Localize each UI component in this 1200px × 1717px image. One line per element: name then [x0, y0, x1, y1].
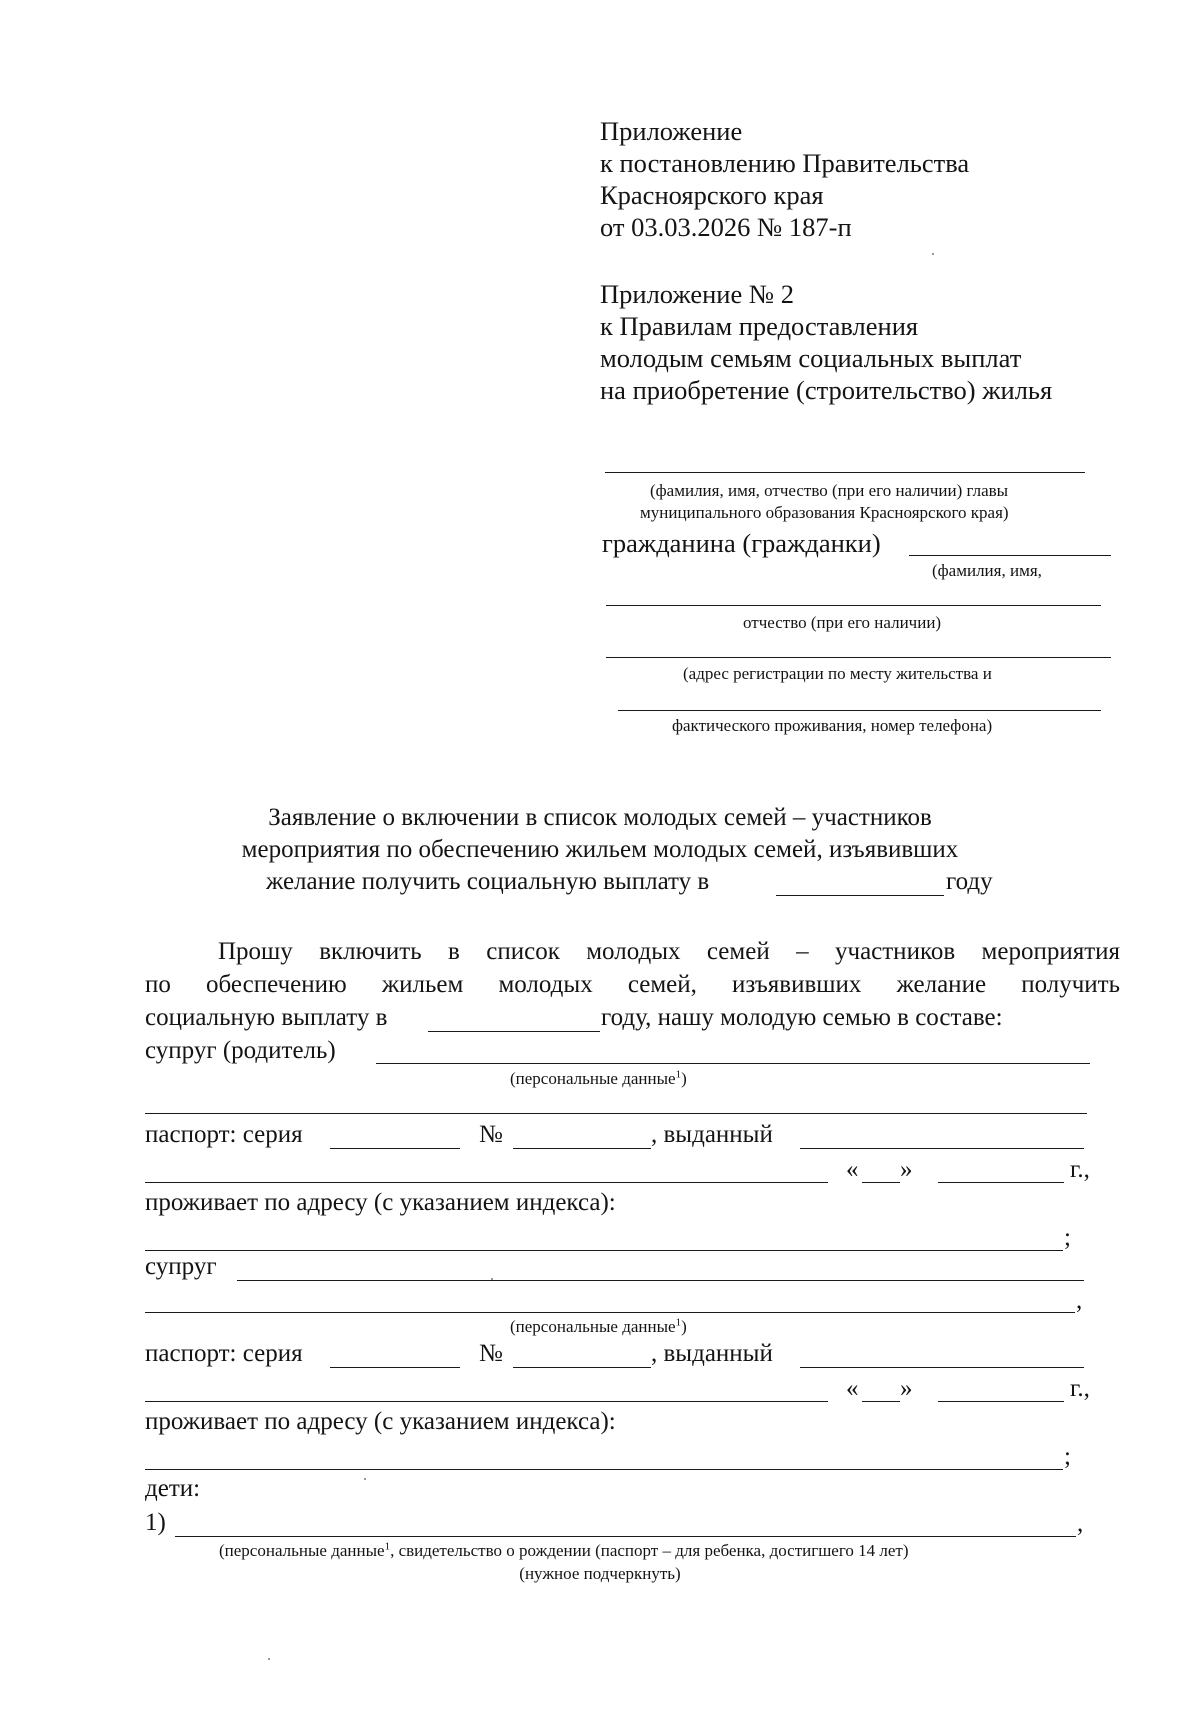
patronymic-line[interactable] — [606, 605, 1101, 606]
appendix-line-3: молодым семьям социальных выплат — [600, 343, 1022, 373]
issue-month-line-2[interactable] — [938, 1401, 1064, 1402]
header-line-3: Красноярского края — [600, 180, 824, 210]
caption-close: ) — [681, 1069, 687, 1088]
footnote-mark: 1 — [384, 1540, 391, 1553]
passport-series-line-1[interactable] — [330, 1148, 460, 1149]
quote-close-2: » — [900, 1375, 913, 1402]
year-abbr-1: г., — [1070, 1156, 1090, 1183]
body-para-3-prefix: социальную выплату в — [145, 1004, 388, 1031]
statement-year-line[interactable] — [776, 895, 944, 896]
child-caption — [219, 1541, 909, 1561]
quote-open-1: « — [846, 1156, 859, 1183]
citizen-label: гражданина (гражданки) — [602, 528, 881, 558]
scan-speck — [491, 1278, 493, 1280]
name-caption: (фамилия, имя, — [932, 561, 1042, 580]
appendix-line-2: к Правилам предоставления — [600, 311, 919, 341]
footnote-mark: 1 — [675, 1068, 682, 1081]
issued-label-1: , выданный — [651, 1121, 773, 1148]
address-caption-1: (адрес регистрации по месту жительства и — [683, 664, 992, 683]
spouse-line-2[interactable] — [145, 1312, 1075, 1313]
spouse-parent-caption — [510, 1069, 687, 1089]
address-caption-2: фактического проживания, номер телефона) — [672, 716, 993, 735]
scan-speck — [932, 253, 934, 255]
scan-speck — [268, 1658, 270, 1660]
address-label-1: проживает по адресу (с указанием индекса): — [145, 1189, 616, 1216]
address-line-1[interactable] — [606, 657, 1111, 658]
statement-title-1: Заявление о включении в список молодых семей – участников — [268, 804, 932, 831]
issue-day-line-1[interactable] — [862, 1182, 900, 1183]
statement-title-3-suffix: году — [946, 868, 993, 895]
head-caption-2: муниципального образования Красноярского края) — [640, 503, 1009, 522]
body-para-3-suffix: году, нашу молодую семью в составе: — [601, 1004, 1003, 1031]
issued-by-line-1b[interactable] — [145, 1182, 828, 1183]
issue-day-line-2[interactable] — [862, 1401, 900, 1402]
address-line-spouse-2[interactable] — [145, 1469, 1063, 1470]
spouse-label: супруг — [145, 1253, 217, 1280]
caption-close: ) — [681, 1317, 687, 1336]
spouse-caption — [510, 1317, 687, 1337]
passport-number-line-1[interactable] — [513, 1148, 651, 1149]
passport-number-sign-1: № — [479, 1121, 503, 1148]
header-block — [600, 115, 969, 243]
quote-close-1: » — [900, 1156, 913, 1183]
passport-series-line-2[interactable] — [330, 1367, 460, 1368]
quote-open-2: « — [846, 1375, 859, 1402]
spouse-parent-line[interactable] — [376, 1063, 1090, 1064]
semicolon-1: ; — [1064, 1224, 1071, 1251]
appendix-line-1: Приложение № 2 — [600, 279, 795, 309]
child-caption-prefix: (персональные данные — [219, 1541, 385, 1560]
semicolon-2: ; — [1064, 1443, 1071, 1470]
statement-title-2: мероприятия по обеспечению жильем молодых семей, изъявивших — [241, 836, 959, 863]
issued-by-line-1[interactable] — [800, 1148, 1084, 1149]
comma-1: , — [1076, 1287, 1083, 1314]
spouse-parent-label: супруг (родитель) — [145, 1037, 336, 1064]
header-line-4: от 03.03.2026 № 187-п — [600, 212, 852, 242]
passport-number-line-2[interactable] — [513, 1367, 651, 1368]
children-label: дети: — [145, 1475, 201, 1502]
caption-text: (персональные данные — [510, 1069, 676, 1088]
address-line-spouse-1[interactable] — [145, 1250, 1063, 1251]
address-label-2: проживает по адресу (с указанием индекса): — [145, 1408, 616, 1435]
spouse-line[interactable] — [237, 1280, 1084, 1281]
body-para-2: по обеспечению жильем молодых семей, изъявивших желание получить — [145, 971, 1120, 998]
child-caption-suffix: , свидетельство о рождении (паспорт – для ребенка, достигшего 14 лет) — [390, 1541, 909, 1560]
patronymic-caption: отчество (при его наличии) — [743, 613, 942, 632]
header-line-1: Приложение — [600, 116, 743, 146]
issue-month-line-1[interactable] — [938, 1182, 1064, 1183]
child-1-label: 1) — [145, 1509, 166, 1536]
head-name-line[interactable] — [605, 472, 1085, 473]
appendix-line-4: на приобретение (строительство) жилья — [600, 375, 1053, 405]
spouse-parent-line-2[interactable] — [145, 1113, 1087, 1114]
passport-series-label-1: паспорт: серия — [145, 1121, 303, 1148]
passport-series-label-2: паспорт: серия — [145, 1340, 303, 1367]
address-line-2[interactable] — [618, 710, 1101, 711]
body-year-line[interactable] — [428, 1031, 600, 1032]
head-caption-1: (фамилия, имя, отчество (при его наличии) главы — [650, 481, 1009, 500]
statement-title-3-prefix: желание получить социальную выплату в — [266, 868, 710, 895]
year-abbr-2: г., — [1070, 1375, 1090, 1402]
underline-note: (нужное подчеркнуть) — [519, 1564, 681, 1583]
issued-label-2: , выданный — [651, 1340, 773, 1367]
passport-number-sign-2: № — [479, 1340, 503, 1367]
comma-2: , — [1077, 1510, 1084, 1537]
footnote-mark: 1 — [675, 1316, 682, 1329]
issued-by-line-2[interactable] — [800, 1367, 1084, 1368]
body-para-1: Прошу включить в список молодых семей – участников мероприятия — [218, 938, 1120, 965]
child-1-line[interactable] — [175, 1536, 1076, 1537]
header-line-2: к постановлению Правительства — [600, 148, 970, 178]
appendix-block — [600, 278, 1052, 406]
caption-text: (персональные данные — [510, 1317, 676, 1336]
issued-by-line-2b[interactable] — [145, 1401, 828, 1402]
scan-speck — [364, 1478, 366, 1480]
citizen-name-line[interactable] — [909, 555, 1111, 556]
